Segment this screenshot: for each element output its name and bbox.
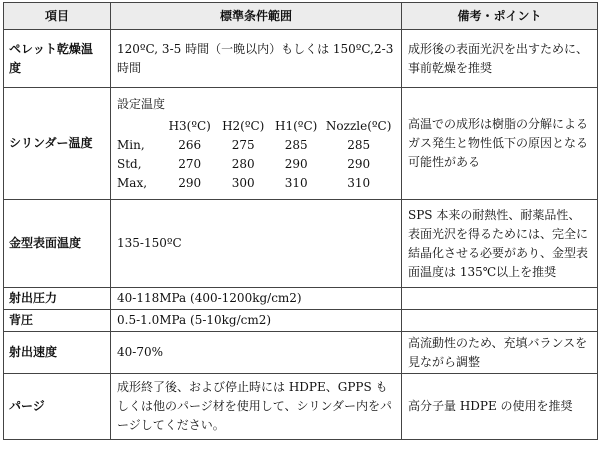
cylinder-row [117, 136, 395, 155]
cylinder-cell: 280 [231, 156, 255, 171]
cylinder-header-cell: H1(ºC) [275, 118, 318, 133]
table-row [4, 288, 598, 310]
row-note: SPS 本来の耐熱性、耐薬品性、表面光沢を得るためには、完全に結晶化させる必要があり、金型表面温度は 135℃以上を推奨 [402, 200, 598, 288]
row-item: 金型表面温度 [4, 200, 111, 288]
row-note [402, 310, 598, 332]
row-note: 高分子量 HDPE の使用を推奨 [402, 374, 598, 440]
row-condition: 40-70% [111, 332, 402, 374]
row-condition: 120ºC, 3-5 時間（一晩以内）もしくは 150ºC,2-3 時間 [111, 30, 402, 88]
header-item: 項目 [4, 3, 111, 30]
cylinder-cell: 266 [178, 137, 202, 152]
cylinder-cell: Max, [117, 175, 148, 190]
row-item: パージ [4, 374, 111, 440]
cylinder-cell: 275 [231, 137, 255, 152]
cylinder-cell: 290 [347, 156, 371, 171]
table-row [4, 88, 598, 200]
cylinder-cell: 300 [231, 175, 255, 190]
row-note: 成形後の表面光沢を出すために、事前乾燥を推奨 [402, 30, 598, 88]
row-condition: 40-118MPa (400-1200kg/cm2) [111, 288, 402, 310]
row-item: シリンダー温度 [4, 88, 111, 200]
cylinder-row [117, 155, 395, 174]
cylinder-temperature-table [117, 117, 395, 193]
cylinder-row [117, 174, 395, 193]
row-item: ペレット乾燥温度 [4, 30, 111, 88]
header-note: 備考・ポイント [402, 3, 598, 30]
row-item: 射出圧力 [4, 288, 111, 310]
molding-conditions-table [3, 2, 598, 440]
row-condition: 0.5-1.0MPa (5-10kg/cm2) [111, 310, 402, 332]
cylinder-header-cell: H3(ºC) [168, 118, 211, 133]
header-row [4, 3, 598, 30]
cylinder-label: 設定温度 [117, 96, 166, 111]
row-item: 背圧 [4, 310, 111, 332]
table-row [4, 332, 598, 374]
cylinder-cell: Std, [117, 156, 142, 171]
cylinder-header-cell: H2(ºC) [222, 118, 265, 133]
cylinder-header-cell: Nozzle(ºC) [325, 118, 392, 133]
cylinder-cell: 310 [284, 175, 308, 190]
row-note: 高流動性のため、充填バランスを見ながら調整 [402, 332, 598, 374]
table-row [4, 374, 598, 440]
header-condition: 標準条件範囲 [111, 3, 402, 30]
cylinder-header-row [117, 117, 395, 136]
table-row [4, 30, 598, 88]
row-condition: 成形終了後、および停止時には HDPE、GPPS もしくは他のパージ材を使用して、シリンダー内をパージしてください。 [111, 374, 402, 440]
row-condition: 135-150ºC [111, 200, 402, 288]
table-row [4, 310, 598, 332]
cylinder-cell: 285 [347, 137, 371, 152]
cylinder-cell: 290 [178, 175, 202, 190]
cylinder-cell: 290 [284, 156, 308, 171]
row-note [402, 288, 598, 310]
cylinder-header-cell [117, 117, 163, 136]
cylinder-cell: 310 [347, 175, 371, 190]
cylinder-cell: 270 [178, 156, 202, 171]
row-item: 射出速度 [4, 332, 111, 374]
row-note: 高温での成形は樹脂の分解によるガス発生と物性低下の原因となる可能性がある [402, 88, 598, 200]
table-row [4, 200, 598, 288]
row-condition [111, 88, 402, 200]
cylinder-cell: Min, [117, 137, 145, 152]
cylinder-cell: 285 [284, 137, 308, 152]
